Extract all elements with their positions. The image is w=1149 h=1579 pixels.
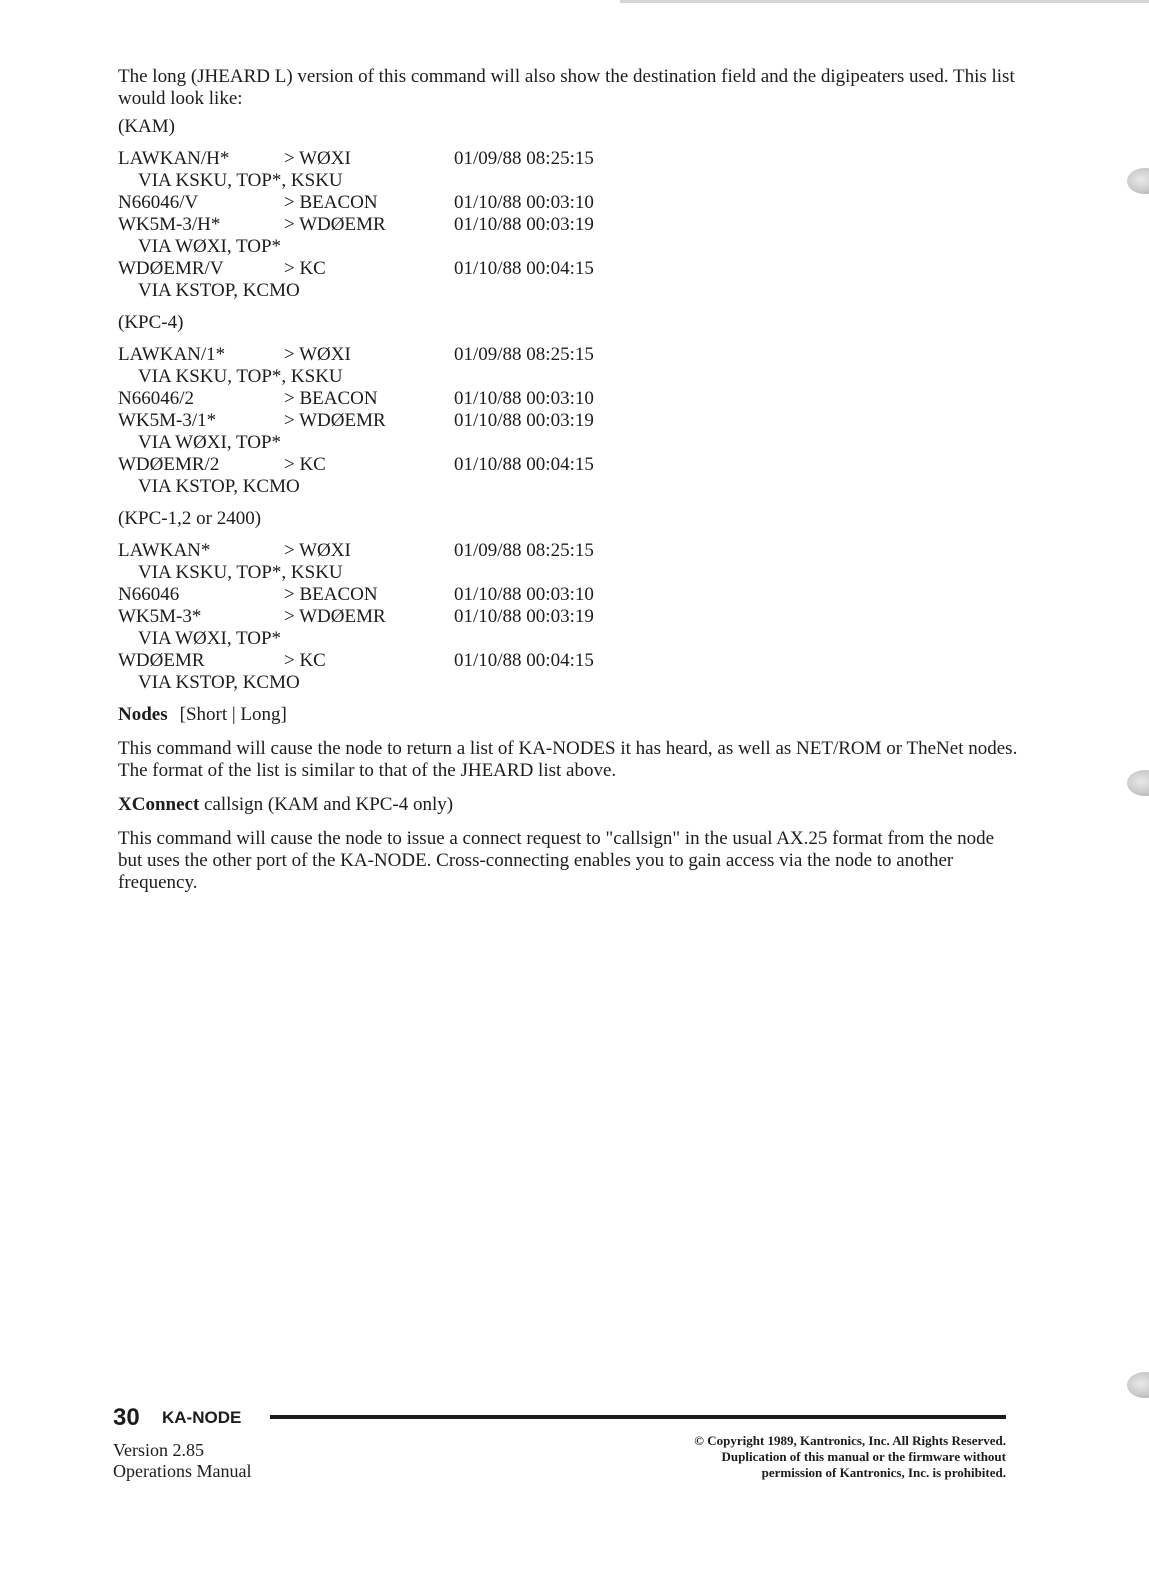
- destination: > KC: [284, 258, 326, 279]
- footer-rule: [270, 1415, 1006, 1419]
- command-name: XConnect: [118, 794, 200, 815]
- group-label: (KAM): [118, 116, 175, 137]
- timestamp: 01/09/88 08:25:15: [454, 148, 594, 169]
- list-entry: [118, 258, 1018, 302]
- list-entry: [118, 540, 1018, 584]
- timestamp: 01/10/88 00:03:19: [454, 410, 594, 431]
- footer-title: KA-NODE: [162, 1408, 242, 1427]
- via-path: VIA WØXI, TOP*: [138, 628, 282, 649]
- timestamp: 01/09/88 08:25:15: [454, 540, 594, 561]
- timestamp: 01/09/88 08:25:15: [454, 344, 594, 365]
- callsign: WDØEMR: [118, 650, 205, 671]
- destination: > WDØEMR: [284, 606, 386, 627]
- entry-list: [118, 540, 1018, 694]
- callsign: WK5M-3*: [118, 606, 202, 627]
- callsign: WK5M-3/H*: [118, 214, 221, 235]
- timestamp: 01/10/88 00:04:15: [454, 258, 594, 279]
- intro-paragraph: The long (JHEARD L) version of this command will also show the destination field and the digipeaters used. This list would look like:: [118, 66, 1015, 109]
- heard-list-group: [118, 116, 1018, 302]
- via-path: VIA WØXI, TOP*: [138, 432, 282, 453]
- command-description: This command will cause the node to return a list of KA-NODES it has heard, as well as NET/ROM or TheNet nodes. The format of the list is similar to that of the JHEARD list above.: [118, 738, 1018, 781]
- heard-list-group: [118, 508, 1018, 694]
- via-path: VIA KSTOP, KCMO: [138, 476, 300, 497]
- group-label: (KPC-4): [118, 312, 184, 333]
- destination: > BEACON: [284, 388, 378, 409]
- destination: > KC: [284, 650, 326, 671]
- command-heading: [118, 704, 1018, 726]
- destination: > BEACON: [284, 192, 378, 213]
- destination: > WØXI: [284, 540, 351, 561]
- timestamp: 01/10/88 00:03:19: [454, 606, 594, 627]
- timestamp: 01/10/88 00:03:10: [454, 192, 594, 213]
- via-path: VIA KSTOP, KCMO: [138, 280, 300, 301]
- callsign: WDØEMR/V: [118, 258, 224, 279]
- list-entry: [118, 584, 1018, 606]
- list-entry: [118, 192, 1018, 214]
- copyright-line: permission of Kantronics, Inc. is prohibited.: [761, 1465, 1006, 1480]
- heard-list-group: [118, 312, 1018, 498]
- version-label: Version 2.85: [113, 1440, 204, 1460]
- callsign: LAWKAN*: [118, 540, 211, 561]
- page-number: 30: [113, 1404, 140, 1431]
- callsign: N66046: [118, 584, 180, 605]
- binder-hole: [1127, 1372, 1149, 1398]
- timestamp: 01/10/88 00:03:10: [454, 584, 594, 605]
- destination: > WDØEMR: [284, 410, 386, 431]
- destination: > WDØEMR: [284, 214, 386, 235]
- list-entry: [118, 606, 1018, 650]
- manual-label: Operations Manual: [113, 1461, 252, 1481]
- list-entry: [118, 650, 1018, 694]
- destination: > KC: [284, 454, 326, 475]
- via-path: VIA WØXI, TOP*: [138, 236, 282, 257]
- command-name: Nodes: [118, 704, 168, 725]
- callsign: LAWKAN/1*: [118, 344, 226, 365]
- callsign: N66046/V: [118, 192, 199, 213]
- list-entry: [118, 388, 1018, 410]
- destination: > BEACON: [284, 584, 378, 605]
- command-description: This command will cause the node to issue a connect request to "callsign" in the usual AX.25 format from the node but uses the other port of the KA-NODE. Cross-connecting enables you to gain access via the node to another frequency.: [118, 828, 995, 893]
- list-entry: [118, 148, 1018, 192]
- destination: > WØXI: [284, 148, 351, 169]
- timestamp: 01/10/88 00:04:15: [454, 650, 594, 671]
- via-path: VIA KSKU, TOP*, KSKU: [138, 562, 343, 583]
- callsign: WDØEMR/2: [118, 454, 220, 475]
- page-content: [118, 66, 1018, 906]
- timestamp: 01/10/88 00:03:10: [454, 388, 594, 409]
- nodes-command-section: [118, 704, 1018, 782]
- timestamp: 01/10/88 00:04:15: [454, 454, 594, 475]
- xconnect-command-section: [118, 794, 1018, 894]
- copyright-line: © Copyright 1989, Kantronics, Inc. All Rights Reserved.: [694, 1433, 1006, 1448]
- list-entry: [118, 410, 1018, 454]
- via-path: VIA KSKU, TOP*, KSKU: [138, 366, 343, 387]
- via-path: VIA KSTOP, KCMO: [138, 672, 300, 693]
- list-entry: [118, 344, 1018, 388]
- entry-list: [118, 148, 1018, 302]
- copyright-notice: [694, 1433, 1006, 1481]
- binder-hole: [1127, 168, 1149, 194]
- callsign: N66046/2: [118, 388, 194, 409]
- via-path: VIA KSKU, TOP*, KSKU: [138, 170, 343, 191]
- callsign: LAWKAN/H*: [118, 148, 230, 169]
- copyright-line: Duplication of this manual or the firmware without: [721, 1449, 1006, 1464]
- command-args: [Short | Long]: [179, 704, 287, 725]
- command-args: callsign (KAM and KPC-4 only): [204, 794, 454, 815]
- entry-list: [118, 344, 1018, 498]
- version-info: [113, 1440, 251, 1482]
- binder-hole: [1127, 770, 1149, 796]
- list-entry: [118, 454, 1018, 498]
- callsign: WK5M-3/1*: [118, 410, 217, 431]
- top-edge-rule: [620, 0, 1149, 3]
- destination: > WØXI: [284, 344, 351, 365]
- timestamp: 01/10/88 00:03:19: [454, 214, 594, 235]
- command-heading: [118, 794, 1018, 816]
- list-entry: [118, 214, 1018, 258]
- group-label: (KPC-1,2 or 2400): [118, 508, 262, 529]
